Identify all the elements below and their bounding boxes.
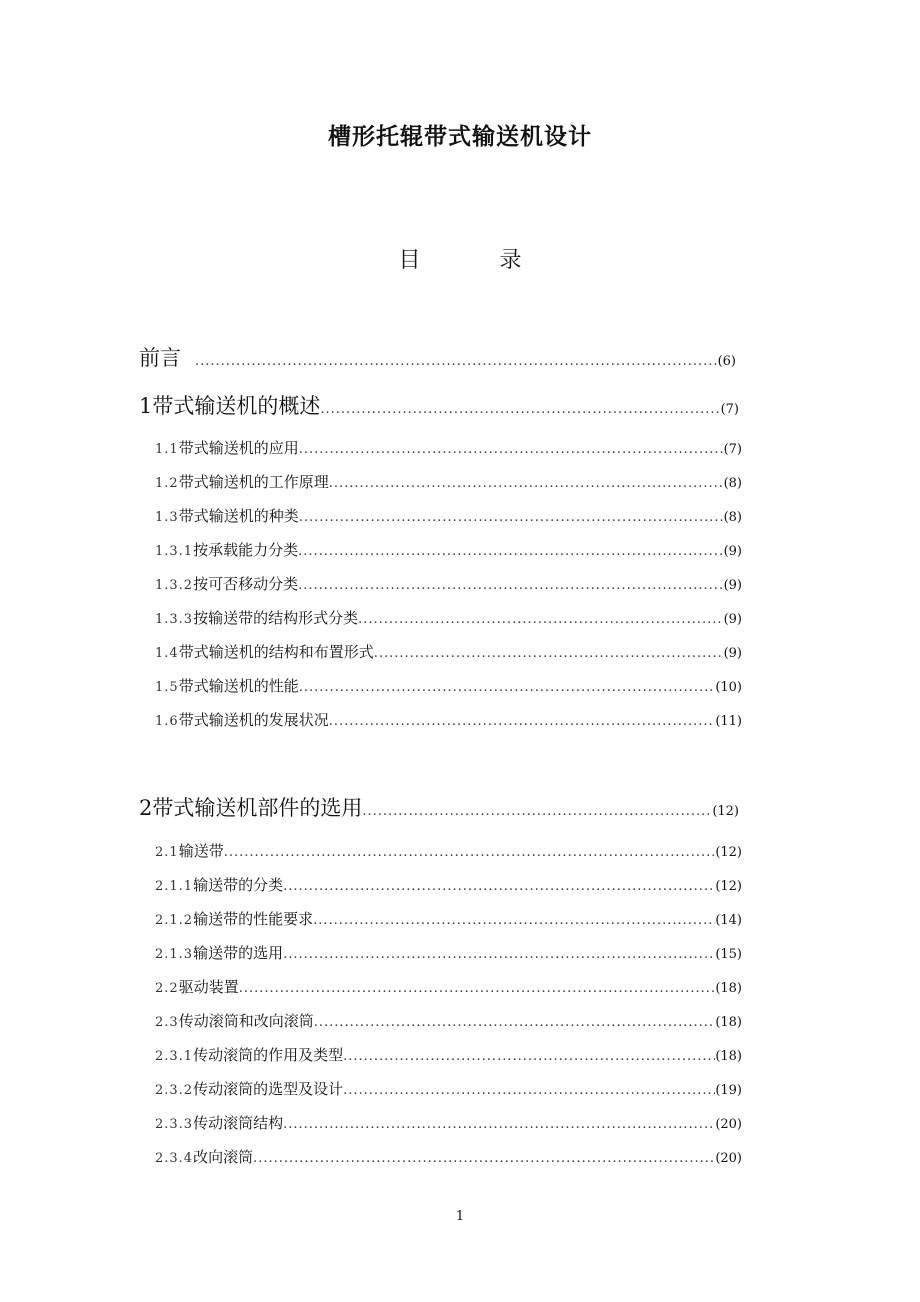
toc-entry-number: 1.6: [155, 714, 179, 729]
toc-entry-number: 2.3.1: [155, 1049, 194, 1064]
dot-leader: [329, 476, 724, 491]
dot-leader: [320, 402, 720, 417]
toc-entry[interactable]: [155, 1010, 742, 1031]
toc-entry[interactable]: [155, 641, 742, 662]
toc-entry-page: (8): [723, 476, 742, 491]
toc-entry-label: 带式输送机的发展状况: [178, 711, 329, 729]
toc-entry[interactable]: [155, 840, 742, 861]
toc-entry-page: (12): [715, 845, 742, 860]
toc-entry[interactable]: [155, 471, 742, 492]
toc-entry[interactable]: [155, 437, 742, 458]
toc-entry-label: 驱动装置: [178, 978, 239, 996]
toc-entry-label: 按可否移动分类: [193, 575, 299, 593]
toc-entry-number: 2.3.4: [155, 1151, 194, 1166]
toc-entry[interactable]: [155, 709, 742, 730]
toc-entry-label: 输送带的选用: [193, 944, 284, 962]
toc-entry-page: (15): [715, 947, 742, 962]
toc-entry-page: (9): [723, 578, 742, 593]
toc-entry-label: 输送带的分类: [193, 876, 284, 894]
toc-entry[interactable]: [155, 942, 742, 963]
dot-leader: [298, 544, 723, 559]
toc-entry-number: 1.3.3: [155, 612, 194, 627]
dot-leader: [298, 578, 723, 593]
dot-leader: [299, 510, 724, 525]
toc-entry[interactable]: [155, 1078, 742, 1099]
toc-entry[interactable]: [155, 573, 742, 594]
dot-leader: [313, 913, 715, 928]
toc-entry-label: 带式输送机的概述: [152, 394, 321, 418]
toc-entry-number: 1.1: [155, 442, 179, 457]
toc-entry[interactable]: [155, 675, 742, 696]
dot-leader: [283, 1117, 715, 1132]
toc-entry[interactable]: [155, 1044, 742, 1065]
toc-entry[interactable]: [155, 874, 742, 895]
toc-entry-number: 1.4: [155, 646, 179, 661]
toc-entry-label: 带式输送机的种类: [178, 507, 299, 525]
toc-entry-number: 2.3: [155, 1015, 179, 1030]
dot-leader: [224, 845, 716, 860]
toc-entry[interactable]: [155, 1112, 742, 1133]
toc-entry-number: 2.1.3: [155, 947, 194, 962]
dot-leader: [329, 714, 716, 729]
toc-entry-label: 带式输送机的应用: [178, 439, 299, 457]
page-number: 1: [455, 1209, 465, 1224]
dot-leader: [299, 680, 716, 695]
toc-entry-number: 2.1: [155, 845, 179, 860]
dot-leader: [343, 1083, 715, 1098]
toc-entry-number: 2.3.2: [155, 1083, 194, 1098]
dot-leader: [374, 646, 724, 661]
document-title: 槽形托辊带式输送机设计: [328, 124, 592, 150]
dot-leader: [283, 947, 715, 962]
toc-entry[interactable]: [139, 342, 736, 372]
toc-entry[interactable]: [155, 539, 742, 560]
dot-leader: [299, 442, 724, 457]
dot-leader: [195, 354, 718, 369]
toc-entry-number: 2.1.1: [155, 879, 194, 894]
toc-entry-page: (18): [715, 1049, 742, 1064]
toc-entry-label: 前言: [139, 346, 181, 370]
toc-entry-page: (11): [715, 714, 742, 729]
toc-entry-label: 输送带: [178, 842, 224, 860]
toc-entry-label: 传动滚筒结构: [193, 1114, 284, 1132]
toc-entry[interactable]: [155, 908, 742, 929]
toc-entry-page: (19): [715, 1083, 742, 1098]
toc-entry-page: (7): [720, 402, 739, 417]
toc-entry-number: 1: [139, 394, 153, 418]
toc-entry-label: 改向滚筒: [193, 1148, 254, 1166]
toc-entry-label: 输送带的性能要求: [193, 910, 314, 928]
toc-entry-number: 1.5: [155, 680, 179, 695]
dot-leader: [283, 879, 715, 894]
toc-entry-label: 带式输送机的结构和布置形式: [178, 643, 374, 661]
toc-entry-page: (10): [715, 680, 742, 695]
toc-entry-page: (6): [717, 354, 736, 369]
toc-entry-page: (14): [715, 913, 742, 928]
toc-entry-page: (18): [715, 1015, 742, 1030]
toc-entry-label: 传动滚筒和改向滚筒: [178, 1012, 314, 1030]
toc-entry-page: (12): [712, 804, 739, 819]
toc-heading: 目 录: [398, 248, 558, 273]
dot-leader: [343, 1049, 715, 1064]
dot-leader: [239, 981, 716, 996]
toc-entry[interactable]: [139, 390, 739, 420]
toc-entry-number: 1.2: [155, 476, 179, 491]
toc-entry-label: 带式输送机部件的选用: [152, 796, 363, 820]
toc-entry[interactable]: [155, 976, 742, 997]
toc-entry-label: 传动滚筒的作用及类型: [193, 1046, 344, 1064]
toc-entry-label: 传动滚筒的选型及设计: [193, 1080, 344, 1098]
toc-entry-page: (18): [715, 981, 742, 996]
toc-entry-number: 2.3.3: [155, 1117, 194, 1132]
toc-entry-page: (8): [723, 510, 742, 525]
toc-entry-number: 1.3.1: [155, 544, 194, 559]
toc-entry-page: (7): [723, 442, 742, 457]
toc-entry[interactable]: [155, 607, 742, 628]
toc-entry[interactable]: [155, 1146, 742, 1167]
toc-entry-page: (9): [723, 544, 742, 559]
dot-leader: [253, 1151, 715, 1166]
dot-leader: [358, 612, 723, 627]
toc-entry-label: 带式输送机的性能: [178, 677, 299, 695]
toc-entry-number: 1.3.2: [155, 578, 194, 593]
toc-entry[interactable]: [155, 505, 742, 526]
toc-entry-page: (12): [715, 879, 742, 894]
toc-entry-page: (9): [723, 612, 742, 627]
toc-entry-page: (20): [715, 1151, 742, 1166]
dot-leader: [362, 804, 712, 819]
toc-entry-label: 按承载能力分类: [193, 541, 299, 559]
toc-entry-number: 2.1.2: [155, 913, 194, 928]
toc-entry-label: 带式输送机的工作原理: [178, 473, 329, 491]
toc-entry-page: (9): [723, 646, 742, 661]
toc-entry-number: 2.2: [155, 981, 179, 996]
toc-entry-page: (20): [715, 1117, 742, 1132]
dot-leader: [314, 1015, 716, 1030]
toc-entry-number: 2: [139, 796, 153, 820]
toc-entry-label: 按输送带的结构形式分类: [193, 609, 359, 627]
toc-entry-number: 1.3: [155, 510, 179, 525]
toc-entry[interactable]: [139, 792, 739, 822]
